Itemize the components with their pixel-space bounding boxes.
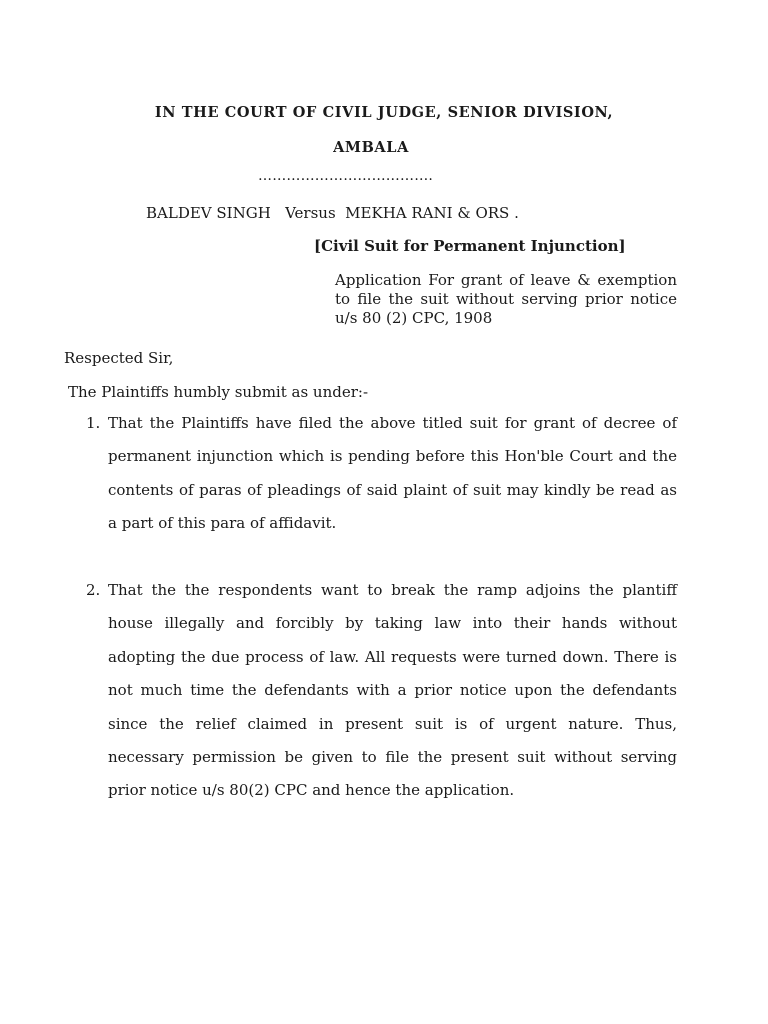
case-parties: BALDEV SINGH Versus MEKHA RANI & ORS . [146, 204, 519, 222]
suit-type: [Civil Suit for Permanent Injunction] [314, 237, 626, 255]
intro-line: The Plaintiffs humbly submit as under:- [68, 383, 369, 401]
paragraph-number: 2. [86, 581, 101, 599]
paragraph-number: 1. [86, 414, 101, 432]
paragraph-1 [86, 407, 677, 541]
application-title: Application For grant of leave & exemption to file the suit without serving prior notice u/s 80 (2) CPC, 1908 [335, 271, 677, 327]
court-title: IN THE COURT OF CIVIL JUDGE, SENIOR DIVISION, [154, 104, 614, 121]
separator-dots: ………………………………. [258, 168, 434, 184]
salutation: Respected Sir, [64, 349, 174, 367]
paragraph-text: That the Plaintiffs have filed the above titled suit for grant of decree of permanent injunction which is pending before this Hon'ble Court and the contents of paras of pleadings of said plaint of suit may kindly be read as a part of this para of affidavit. [108, 414, 677, 533]
court-place: AMBALA [333, 139, 409, 156]
paragraph-2 [86, 574, 677, 808]
paragraph-text: That the the respondents want to break the ramp adjoins the plantiff house illegally and forcibly by taking law into their hands without adopting the due process of law. All requests were turned down. There is not much time the defendants with a prior notice upon the defendants since the relief claimed in present suit is of urgent nature. Thus, necessary permission be given to file the present suit without serving prior notice u/s 80(2) CPC and hence the application. [108, 581, 677, 800]
